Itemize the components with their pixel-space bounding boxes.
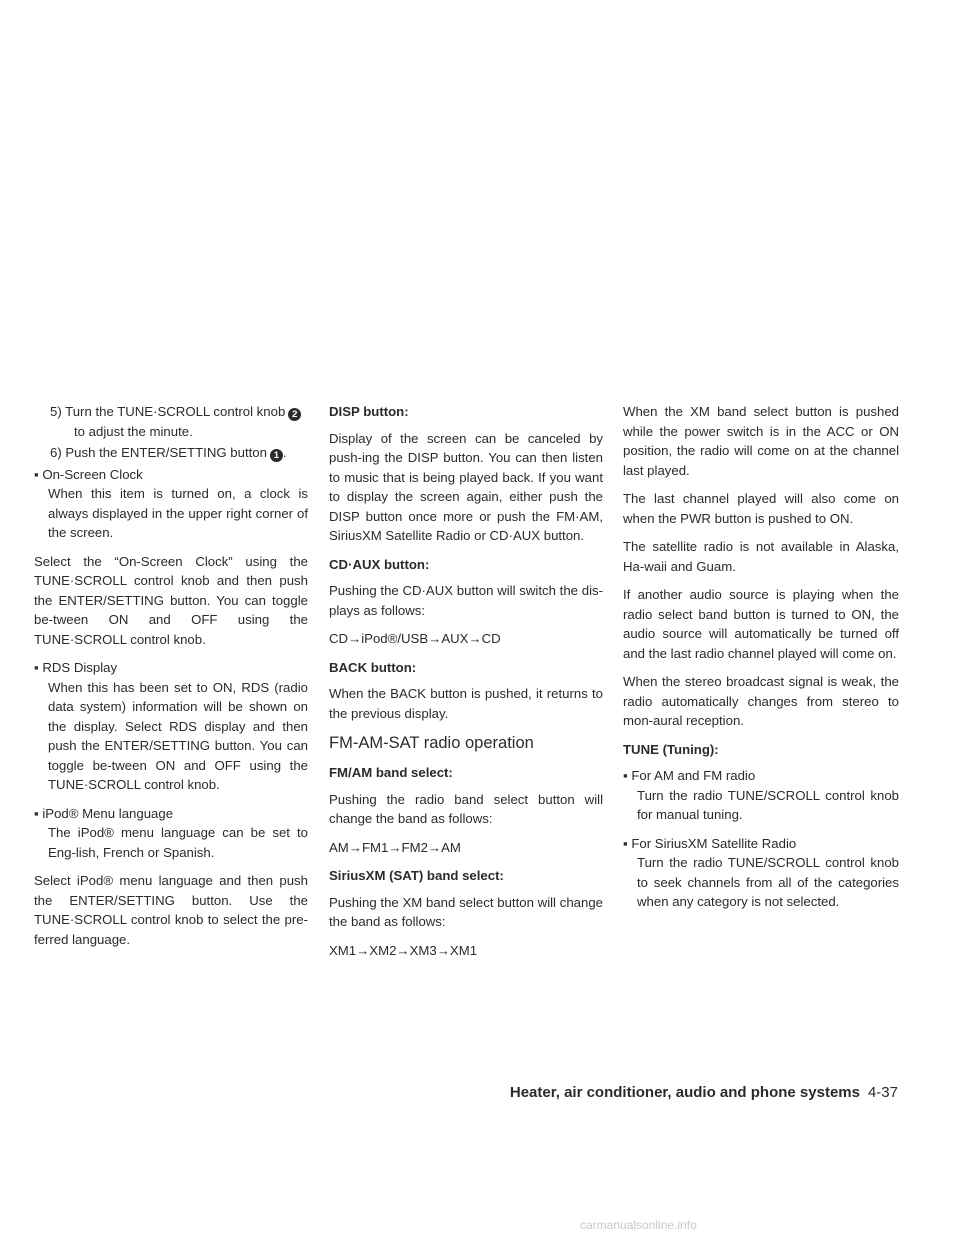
am-fm-tuning-description: Turn the radio TUNE/SCROLL control knob for manual tuning. — [637, 787, 899, 822]
step-6-end: . — [282, 445, 287, 460]
page-number: 4-37 — [867, 1084, 898, 1101]
back-button-heading: BACK button: — [329, 659, 417, 675]
clock-select-paragraph: Select the “On-Screen Clock” using the TUNE·SCROLL control knob and then push the ENTER/SETTING button. You can toggle be-tween ON and OFF using the TUNE·SCROLL control knob. — [34, 553, 308, 647]
step-6 — [50, 443, 308, 463]
availability-paragraph: The satellite radio is not available in Alaska, Ha-waii and Guam. — [623, 539, 899, 574]
bullet-siriusxm-radio: ▪ For SiriusXM Satellite Radio — [623, 835, 797, 851]
sat-band-heading: SiriusXM (SAT) band select: — [329, 868, 504, 883]
sat-sequence: XM1→XM2→XM3→XM1 — [329, 942, 478, 958]
fm-am-band-paragraph: Pushing the radio band select button will change the band as follows: — [329, 791, 603, 826]
bullet-ipod-menu-language: ▪ iPod® Menu language — [34, 805, 174, 821]
ipod-description: The iPod® menu language can be set to Eng-lish, French or Spanish. — [48, 825, 308, 860]
disp-button-paragraph: Display of the screen can be canceled by push-ing the DISP button. You can then listen to music that is being played back. If you want to display the screen again, either push the DISP button once more or push the FM·AM, SiriusXM Satellite Radio or CD·AUX button. — [329, 430, 603, 543]
cd-aux-sequence: CD→iPod®/USB→AUX→CD — [329, 631, 501, 646]
step-5-text: 5) Turn the TUNE·SCROLL control knob — [50, 404, 286, 419]
column-middle — [329, 402, 603, 969]
xm-power-paragraph: When the XM band select button is pushed while the power switch is in the ACC or ON position, the radio will come on at the channel last played. — [623, 404, 899, 478]
last-channel-paragraph: The last channel played will also come on when the PWR button is pushed to ON. — [623, 491, 899, 526]
bullet-am-fm-radio: ▪ For AM and FM radio — [623, 768, 756, 783]
cd-aux-button-paragraph: Pushing the CD·AUX button will switch the dis-plays as follows: — [329, 583, 603, 618]
fm-am-sequence: AM→FM1→FM2→AM — [329, 839, 461, 855]
cd-aux-button-heading: CD·AUX button: — [329, 556, 430, 572]
sat-band-paragraph: Pushing the XM band select button will change the band as follows: — [329, 894, 603, 929]
audio-source-paragraph: If another audio source is playing when the radio select band button is turned to ON, the audio source will automatically be turned off and the last radio channel played will come on. — [623, 587, 899, 661]
weak-signal-paragraph: When the stereo broadcast signal is weak, the radio automatically changes from stereo to mon-aural reception. — [623, 674, 899, 728]
step-5-continued: to adjust the minute. — [74, 423, 193, 439]
back-button-paragraph: When the BACK button is pushed, it returns to the previous display. — [329, 686, 603, 721]
disp-button-heading: DISP button: — [329, 404, 409, 419]
watermark: carmanualsonline.info — [580, 1218, 697, 1232]
fm-am-band-heading: FM/AM band select: — [329, 765, 453, 780]
step-6-text: 6) Push the ENTER/SETTING button — [50, 445, 267, 460]
page-footer — [510, 1084, 898, 1101]
clock-description: When this item is turned on, a clock is always displayed in the upper right corner of the screen. — [48, 486, 308, 540]
tune-heading: TUNE (Tuning): — [623, 741, 719, 757]
column-right — [623, 402, 899, 921]
ipod-select-paragraph: Select iPod® menu language and then push the ENTER/SETTING button. Use the TUNE·SCROLL control knob to select the pre-ferred language. — [34, 873, 308, 947]
siriusxm-tuning-description: Turn the radio TUNE/SCROLL control knob to seek channels from all of the categories when any category is not selected. — [637, 855, 899, 909]
section-title: FM-AM-SAT radio operation — [329, 734, 534, 752]
step-5 — [50, 402, 308, 422]
bullet-on-screen-clock: ▪ On-Screen Clock — [34, 466, 143, 482]
callout-2-icon: 2 — [288, 408, 301, 421]
rds-description: When this has been set to ON, RDS (radio data system) information will be shown on the display. Select RDS display and then push the ENTER/SETTING button. You can toggle be-tween ON and OFF using the TUNE·SCROLL control knob. — [48, 679, 308, 792]
callout-1-icon: 1 — [270, 449, 283, 462]
footer-section-title: Heater, air conditioner, audio and phone systems — [509, 1084, 860, 1101]
bullet-rds-display: ▪ RDS Display — [34, 660, 118, 675]
column-left — [34, 402, 308, 958]
